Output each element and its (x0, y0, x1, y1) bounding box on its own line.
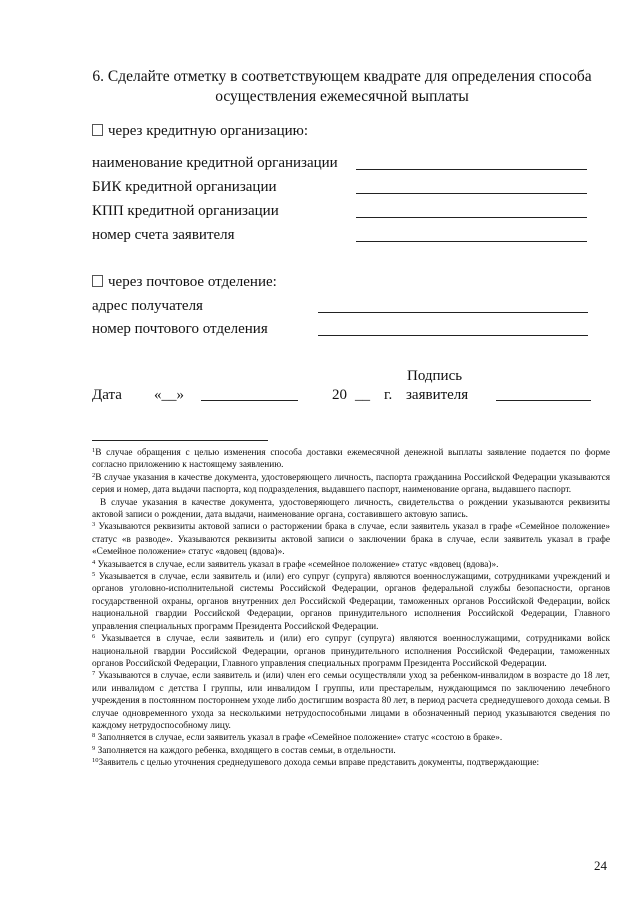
kpp-field[interactable] (356, 217, 587, 218)
post-office-title: через почтовое отделение: (108, 274, 277, 290)
footnote-separator (92, 440, 268, 441)
footnote-5: $^5$ Указывается в случае, если заявитель и (или) его супруг (супруга) являются военнослужащими, сотрудниками учреждений и органов уголовно-исполнительной системы Российской Федерации, органов федеральной службы безопасности, органов государственной охраны, органов внутренних дел Российской Федерации, таможенных органов Российской Федерации, войск национальной гвардии Российской Федерации, органов принудительного исполнения Российской Федерации, Главного управления специальных программ Президента Российской Федерации. (92, 571, 611, 632)
post-office-checkbox[interactable] (92, 275, 103, 287)
bik-label: БИК кредитной организации (92, 179, 277, 195)
page-number: 24 (594, 858, 607, 873)
footnote-8: $^8$ Заполняется в случае, если заявитель указал в графе «Семейное положение» статус «состою в браке». (92, 732, 503, 744)
post-office-number-field[interactable] (318, 335, 588, 336)
bik-field[interactable] (356, 193, 587, 194)
footnote-4: $^4$ Указывается в случае, если заявитель указал в графе «семейное положение» статус «вдовец (вдова)». (92, 558, 499, 570)
date-year-field[interactable]: __ (355, 387, 370, 403)
credit-org-checkbox[interactable] (92, 124, 103, 136)
section-heading-line1: 6. Сделайте отметку в соответствующем квадрате для определения способа (92, 68, 592, 85)
account-number-field[interactable] (356, 241, 587, 242)
signature-field[interactable] (496, 400, 591, 401)
footnotes (92, 447, 610, 770)
recipient-address-label: адрес получателя (92, 298, 203, 314)
post-office-number-label: номер почтового отделения (92, 321, 268, 337)
footnote-1: $^1$В случае обращения с целью изменения способа доставки ежемесячной денежной выплаты заявление подается по форме согласно приложению к настоящему заявлению. (92, 447, 610, 471)
footnote-10: $^{10}$Заявитель с целью уточнения среднедушевого дохода семьи вправе представить документы, подтверждающие: (92, 757, 540, 769)
date-label: Дата (92, 387, 122, 403)
date-day-field[interactable]: «__» (154, 387, 184, 403)
footnote-3: $^3$ Указываются реквизиты актовой записи о расторжении брака в случае, если заявитель указал в графе «Семейное положение» статус «в разводе». Указываются реквизиты актовой записи о заключении брака в случае, если заявитель указал в графе «Семейное положение» статус «вдовец (вдова)». (92, 521, 610, 558)
footnote-9: $^9$ Заполняется на каждого ребенка, входящего в состав семьи, в отдельности. (92, 744, 396, 756)
signature-label-line2: заявителя (406, 387, 469, 403)
section-heading (92, 67, 592, 107)
credit-org-name-field[interactable] (356, 169, 587, 170)
credit-org-name-label: наименование кредитной организации (92, 155, 338, 171)
footnote-2-continued: В случае указания в качестве документа, удостоверяющего личность, свидетельства о рождении указываются реквизиты актовой записи о рождении, дата выдачи, наименование органа, составившего актовую запись. (92, 497, 610, 521)
credit-org-title: через кредитную организацию: (108, 123, 309, 139)
date-year-prefix: 20 (332, 387, 347, 403)
footnote-7: $^7$ Указываются в случае, если заявитель и (или) член его семьи осуществляли уход за ребенком-инвалидом в возрасте до 18 лет, или инвалидом с детства I группы, или инвалидом I группы, или престарелым, нуждающимся по заключению лечебного учреждения в постоянном постороннем уходе либо достигшим возраста 80 лет, в период расчета среднедушевого дохода семьи. В случае одновременного ухода за несколькими нетрудоспособными лицами в обозначенный период указываются сведения по каждому нетрудоспособному лицу. (92, 670, 610, 731)
signature-label-line1: Подпись (407, 368, 463, 384)
post-office-option[interactable] (92, 273, 277, 291)
recipient-address-field[interactable] (318, 312, 588, 313)
section-heading-line2: осуществления ежемесячной выплаты (215, 88, 469, 105)
footnote-2: $^2$В случае указания в качестве документа, удостоверяющего личность, паспорта гражданина Российской Федерации указываются серия и номер, дата выдачи паспорта, код подразделения, выдавшего паспорт, наименование органа, выдавшего паспорт. (92, 471, 610, 496)
date-year-suffix: г. (384, 387, 393, 403)
credit-org-option[interactable] (92, 122, 308, 140)
date-month-field[interactable] (201, 400, 298, 401)
account-number-label: номер счета заявителя (92, 227, 235, 243)
kpp-label: КПП кредитной организации (92, 203, 279, 219)
footnote-6: $^6$ Указывается в случае, если заявитель и (или) его супруг (супруга) являются военнослужащими, сотрудниками войск национальной гвардии Российской Федерации, органов принудительного исполнения Российской Федерации, таможенных органов Российской Федерации, Главного управления специальных программ Президента Российской Федерации. (92, 633, 610, 669)
